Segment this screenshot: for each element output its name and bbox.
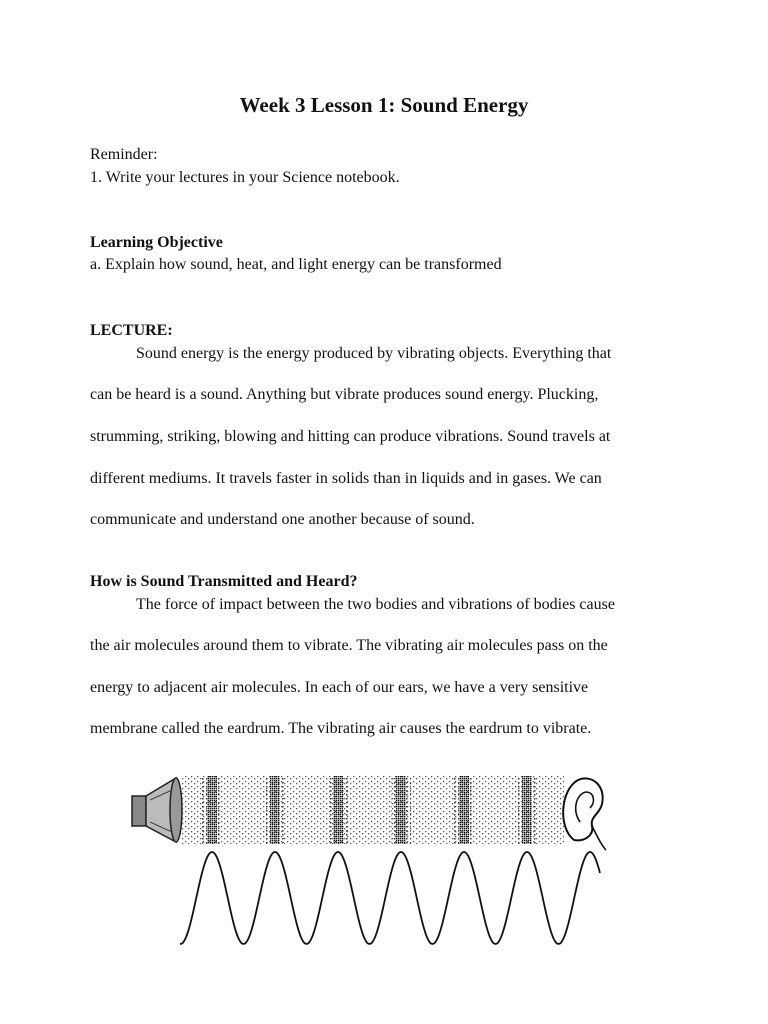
reminder-item: 1. Write your lectures in your Science notebook. bbox=[90, 169, 400, 186]
page-title: Week 3 Lesson 1: Sound Energy bbox=[239, 93, 529, 117]
transmission-heading: How is Sound Transmitted and Heard? bbox=[90, 573, 358, 590]
lecture-line: Sound energy is the energy produced by vibrating objects. Everything that bbox=[136, 345, 612, 362]
compression-core bbox=[522, 776, 532, 844]
lecture-line: can be heard is a sound. Anything but vibrate produces sound energy. Plucking, bbox=[90, 386, 599, 403]
lecture-line: strumming, striking, blowing and hitting can produce vibrations. Sound travels at bbox=[90, 428, 611, 445]
transmission-line: The force of impact between the two bodies and vibrations of bodies cause bbox=[136, 596, 615, 613]
compression-core bbox=[333, 776, 343, 844]
transmission-line: membrane called the eardrum. The vibrating air causes the eardrum to vibrate. bbox=[90, 720, 592, 737]
air-molecules bbox=[182, 776, 564, 844]
sound-waveform bbox=[180, 852, 600, 944]
transmission-line: the air molecules around them to vibrate. The vibrating air molecules pass on the bbox=[90, 637, 608, 654]
speaker-icon bbox=[132, 778, 182, 842]
compression-core bbox=[459, 776, 469, 844]
objective-heading: Learning Objective bbox=[90, 234, 223, 251]
lecture-line: different mediums. It travels faster in solids than in liquids and in gases. We can bbox=[90, 470, 602, 487]
compression-core bbox=[396, 776, 406, 844]
lecture-heading: LECTURE: bbox=[90, 322, 173, 339]
reminder-heading: Reminder: bbox=[90, 146, 158, 163]
objective-item: a. Explain how sound, heat, and light energy can be transformed bbox=[90, 256, 502, 273]
ear-icon bbox=[563, 778, 606, 850]
compression-core bbox=[270, 776, 280, 844]
compression-core bbox=[207, 776, 217, 844]
transmission-line: energy to adjacent air molecules. In each of our ears, we have a very sensitive bbox=[90, 679, 589, 696]
lecture-line: communicate and understand one another because of sound. bbox=[90, 511, 475, 528]
sound-wave-diagram bbox=[130, 770, 616, 952]
